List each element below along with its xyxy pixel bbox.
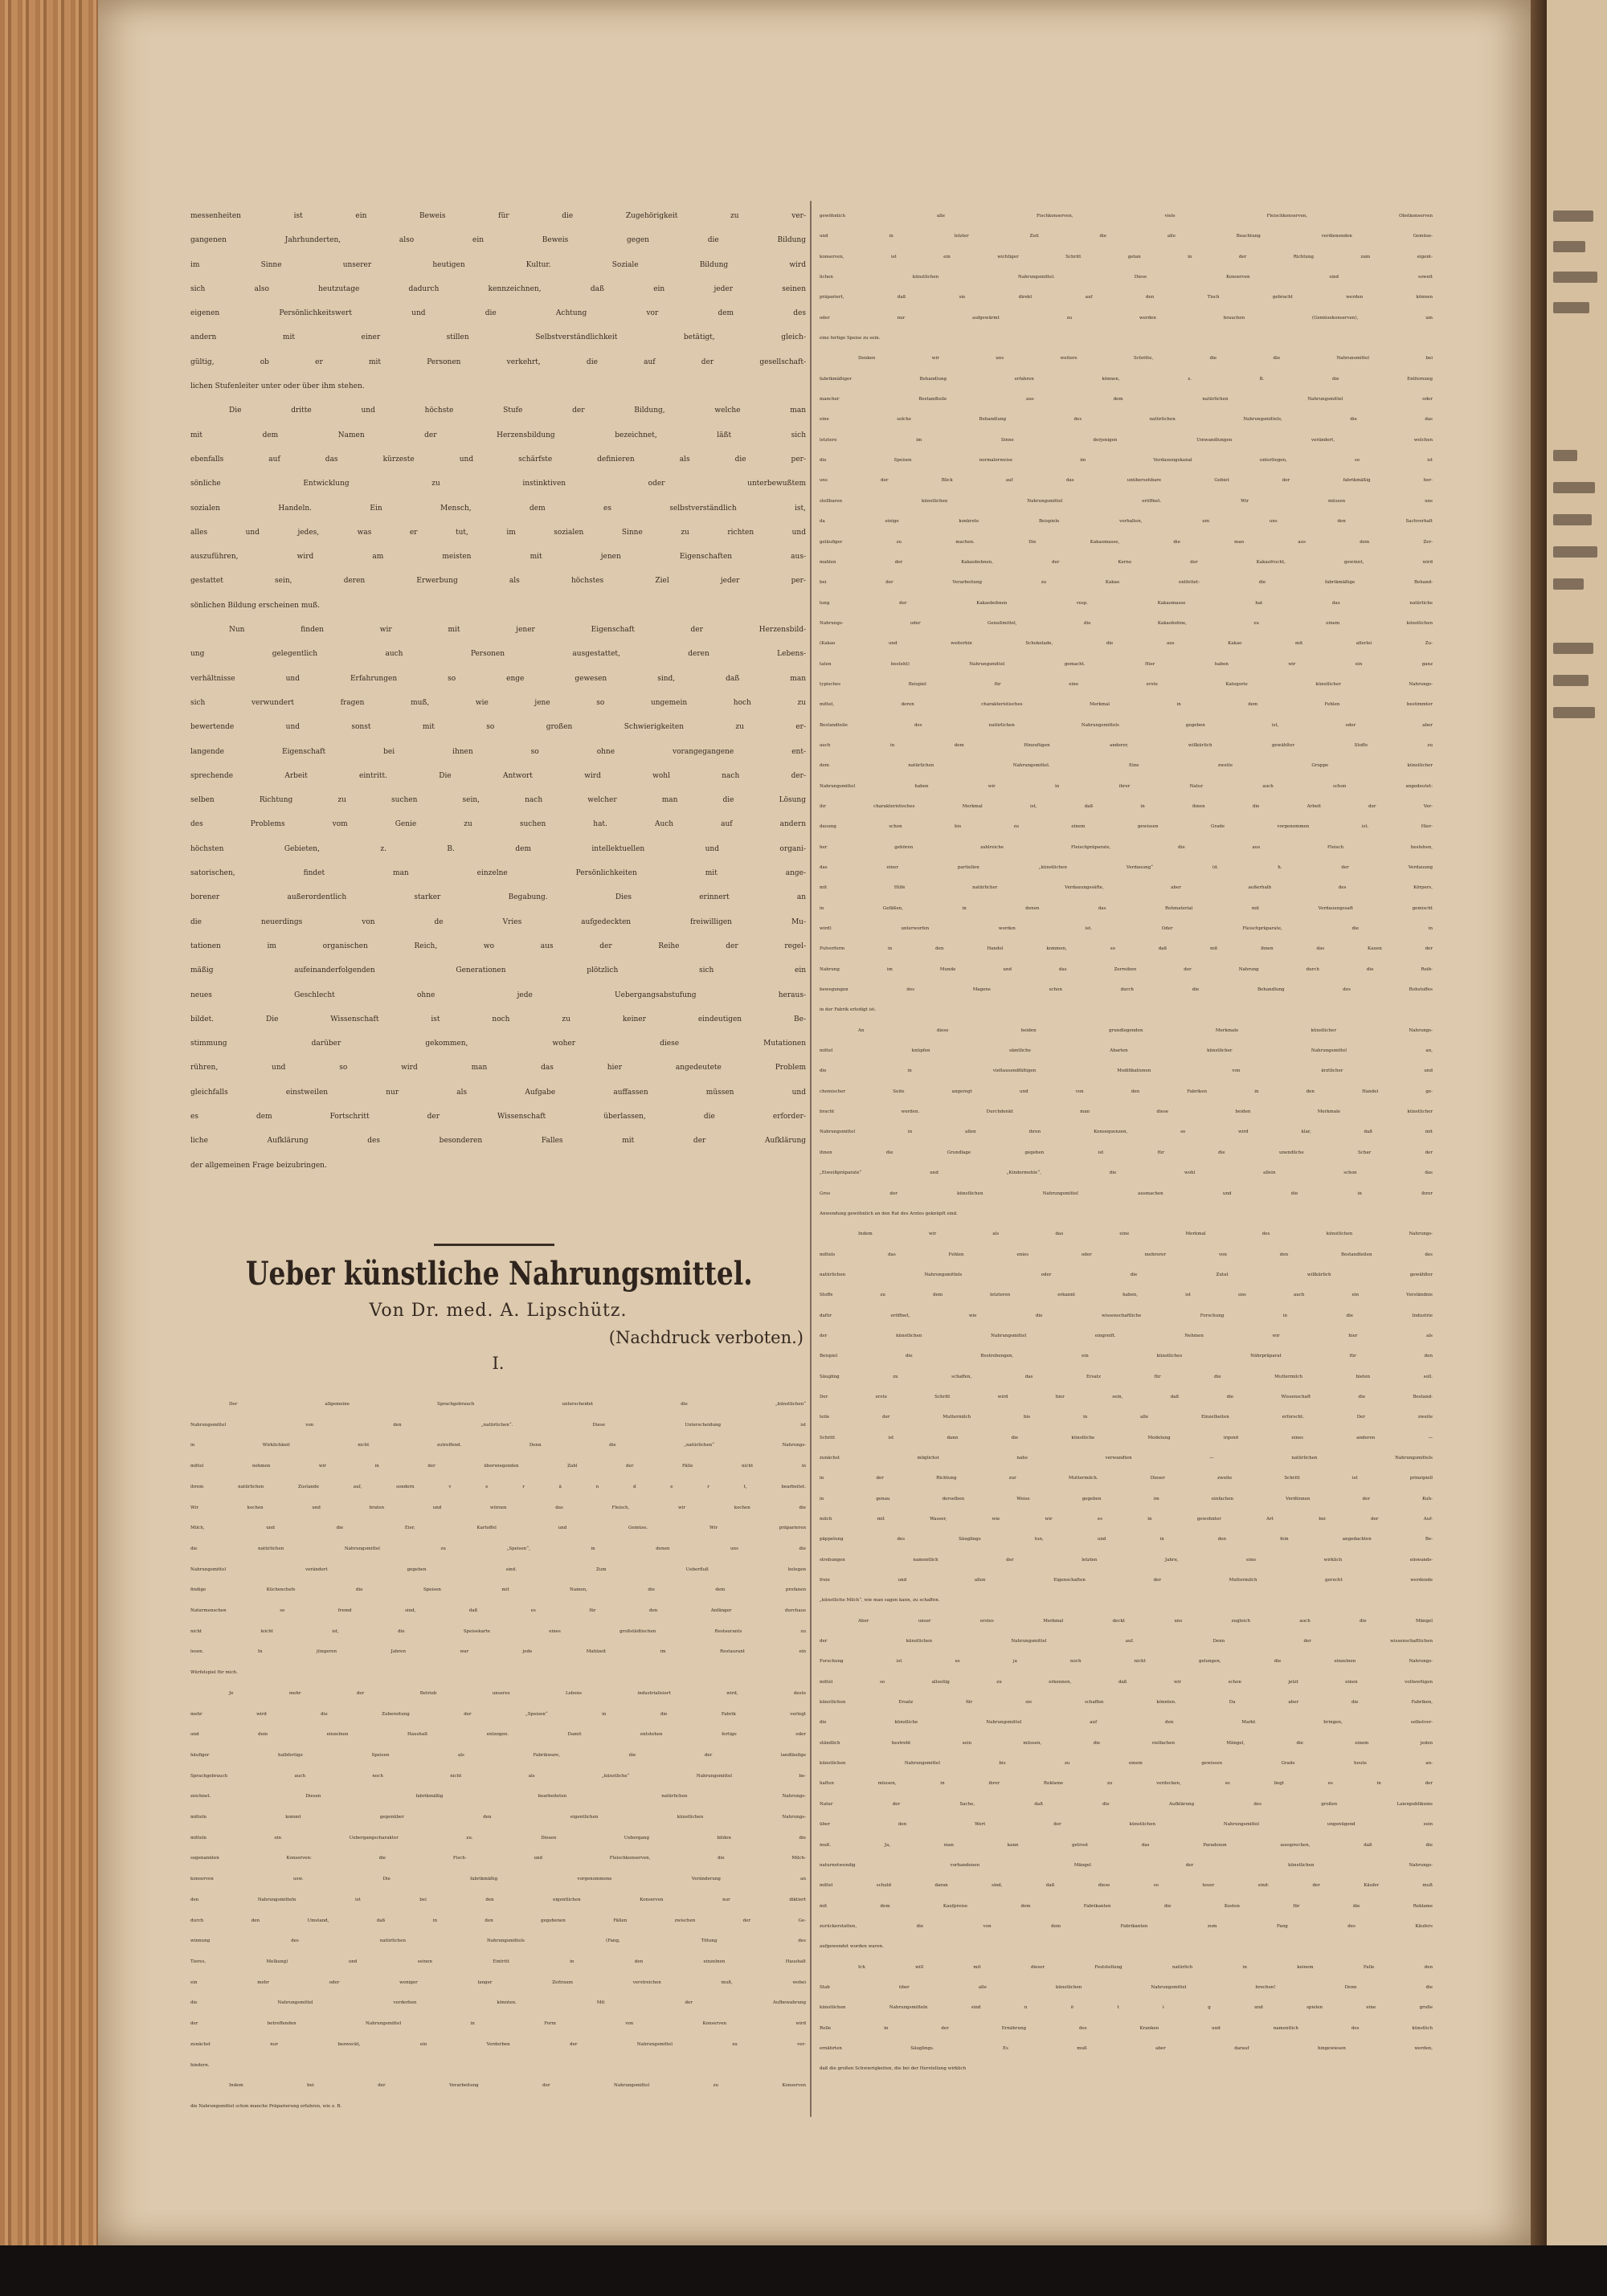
text-line: „künstliche Milch“, wie man sagen kann, zu schaffen.	[820, 1598, 940, 1604]
text-line: die neuerdings von de Vries aufgedeckten freiwilligen Mu-	[190, 917, 806, 926]
text-line: die Speisen normalerweise im Verdauungskanal unterliegen, so ist	[820, 458, 1433, 464]
column-divider	[810, 201, 812, 2117]
text-line: in der Richtung zur Muttermilch. Dieser zweite Schritt ist prinzipiell	[820, 1476, 1433, 1481]
text-line: Nahrung im Munde und das Zerreiben der Nahrung durch die Reib-	[820, 966, 1433, 972]
text-line: Forschung ist es ja noch nicht gelungen, die einzelnen Nahrungs-	[820, 1659, 1433, 1665]
text-line: Nun finden wir mit jener Eigenschaft der Herzensbild-	[229, 626, 806, 635]
text-line: her gehören zahlreiche Fleischpräparate, die aus Fleisch bestehen,	[820, 844, 1433, 850]
next-page-text-fragment	[1553, 482, 1595, 493]
next-page-text-fragment	[1553, 450, 1577, 461]
text-line: rühren, und so wird man das hier angedeutete Problem	[190, 1064, 806, 1072]
text-line: Säugling zu schaffen, das Ersatz für die Muttermilch bieten soll.	[820, 1374, 1433, 1379]
paragraph	[820, 1021, 1433, 1224]
text-line: nicht leicht ist, die Speisekarte eines großstädtischen Restaurants zu	[190, 1628, 806, 1634]
next-page-text-fragment	[1553, 707, 1595, 718]
text-line: Schritt ist dann die künstliche Modelung irgend eines anderen —	[820, 1435, 1433, 1440]
paragraph	[190, 2076, 806, 2117]
text-line: mit dem Namen der Herzensbildung bezeichnet, läßt sich	[190, 431, 806, 439]
text-line: dauung schon bis zu einem gewissen Grade vorgenommen ist. Hier-	[820, 824, 1433, 830]
paragraph	[820, 1224, 1433, 1612]
next-page-text-fragment	[1553, 546, 1597, 558]
text-line: Nahrungs- oder Genußmittel, die Kakaobohne, zu einem künstlichen	[820, 620, 1433, 626]
text-line: Sprachgebrauch auch noch nicht als „künstliche“ Nahrungsmittel be-	[190, 1773, 806, 1779]
text-line: findige Küchenchefs die Speisen mit Namen, die dem profanen	[190, 1587, 806, 1593]
text-line: in genau derselben Weise gegeben im einfachen Verdünnen der Kuh-	[820, 1496, 1433, 1501]
text-line: höchsten Gebieten, z. B. dem intellektuellen und organi-	[190, 844, 806, 853]
text-line: hindern.	[190, 2062, 210, 2068]
text-line: (Kakao und weiterhin Schokolade, die aus Kakao mit allerlei Zu-	[820, 641, 1433, 647]
text-line: Nahrungsmittel in allen ihren Konsequenzen, so wird klar, daß mit	[820, 1130, 1433, 1135]
next-page-edge	[1547, 0, 1607, 2245]
text-line: in Wirklichkeit nicht zutreffend. Denn die „natürlichen“ Nahrungs-	[190, 1443, 806, 1448]
text-line: zunächst möglichst nahe verwandten — natürlichen Nahrungsmittels	[820, 1455, 1433, 1461]
text-line: es dem Fortschritt der Wissenschaft überlassen, die erforder-	[190, 1112, 806, 1121]
paragraph	[190, 1395, 806, 1684]
paragraph	[820, 1958, 1433, 2080]
text-line: Indem bei der Verarbeitung der Nahrungsmittel zu Konserven	[229, 2083, 806, 2089]
text-line: fabrikmäßiger Behandlung erfahren können, z. B. die Entfernung	[820, 376, 1433, 382]
next-page-text-fragment	[1553, 578, 1584, 590]
text-line: mitteln ein Uebergangscharakter zu. Diesen Uebergang bilden die	[190, 1835, 806, 1840]
text-line: langende Eigenschaft bei ihnen so ohne vorangegangene ent-	[190, 747, 806, 756]
text-line: bildet. Die Wissenschaft ist noch zu keiner eindeutigen Be-	[190, 1015, 806, 1023]
text-line: zunächst nur bezweckt, ein Verderben der Nahrungsmittel zu ver-	[190, 2041, 806, 2047]
text-line: ernährten Säuglings. Es muß aber darauf hingewiesen werden,	[820, 2045, 1433, 2051]
reprint-notice: (Nachdruck verboten.)	[608, 1328, 804, 1347]
text-line: Nahrungsmittel haben wir in ihrer Natur auch schon angedeutet:	[820, 783, 1433, 789]
section-number: I.	[492, 1354, 505, 1373]
text-line: häufiger halbfertige Speisen als Fabrikware, die der landläufige	[190, 1752, 806, 1758]
text-line: Aber unser erstes Merkmal deckt uns zugleich auch die Mängel	[858, 1618, 1433, 1624]
text-line: Denken wir uns weitere Schritte, die die Nahrunsmittel bei	[858, 356, 1433, 362]
text-line: geläufiger zu machen. Die Kakaomasse, die man aus dem Zer-	[820, 539, 1433, 545]
text-line: strebungen namentlich der letzten Jahre, eine wirklich einwands-	[820, 1557, 1433, 1563]
article-left-column	[190, 1395, 806, 2118]
text-line: oder nur aufgewärmt zu werden brauchen (Gemüsekonserven), um	[820, 315, 1433, 321]
text-line: Stab über alle künstlichen Nahrungsmittel brechen! Denn die	[820, 1984, 1433, 1990]
text-line: sogenannten Konserven: die Fisch- und Fleischkonserven, die Milch-	[190, 1856, 806, 1861]
text-line: mitteln kommt gegenüber den eigentlichen künstlichen Nahrungs-	[190, 1815, 806, 1820]
text-line: die künstliche Nahrungsmittel auf den Markt bringen, selbstver-	[820, 1720, 1433, 1726]
text-line: zurückerstatten, die von dem Fabrikanten zum Fang des Käufers	[820, 1923, 1433, 1929]
text-line: der allgemeinen Frage beizubringen.	[190, 1161, 327, 1170]
text-line: chemischer Seite angeregt und von den Fabriken in den Handel ge-	[820, 1089, 1433, 1094]
text-line: die Nahrungsmittel schon manche Präparierung erfahren, wie z. B.	[190, 2103, 342, 2109]
text-line: aufgewendet worden waren.	[820, 1944, 884, 1950]
text-line: auch in dem Hinzufügen anderer, willkürlich gewählter Stoffe zu	[820, 742, 1433, 748]
text-line: bracht werden. Durchdenkt man diese beiden Merkmale künstlicher	[820, 1109, 1433, 1115]
text-line: gleichfalls einstweilen nur als Aufgabe auffassen müssen und	[190, 1088, 806, 1097]
text-line: neues Geschlecht ohne jede Uebergangsabstufung heraus-	[190, 991, 806, 999]
text-line: Würfelspiel für mich.	[190, 1670, 238, 1676]
text-line: daß die großen Schwierigkeiten, die bei der Herstellung wirklich	[820, 2066, 967, 2072]
text-line: künstlichen Ersatz für sie schaffen könnten. Da aber die Fabriken,	[820, 1700, 1433, 1706]
article-title: Ueber künstliche Nahrungsmittel.	[245, 1255, 753, 1293]
text-line: Naturmenschen so fremd sind, daß es für den Anfänger durchaus	[190, 1608, 806, 1614]
text-line: mäßig aufeinanderfolgenden Generationen plötzlich sich ein	[190, 966, 806, 975]
paragraph	[190, 618, 806, 1178]
text-line: bei der Verarbeitung zu Kakao entfettet: die fabrikmäßige Behand-	[820, 580, 1433, 586]
text-line: dafür eröffnet, wie die wissenschaftliche Forschung in die Industrie	[820, 1313, 1433, 1318]
text-line: Stoffe zu dem letzteren erkannt haben, ist uns auch ein Verständnis	[820, 1293, 1433, 1298]
text-line: eine fertige Speise zu sein.	[820, 336, 881, 341]
text-line: teile der Muttermilch bis in alle Einzelheiten erforscht. Der zweite	[820, 1415, 1433, 1420]
text-line: natürlichen Nahrungsmittels oder die Zutat willkürlich gewählter	[820, 1272, 1433, 1277]
text-line: das einer partiellen „künstlichen Verdauung“ (d. h. der Verdauung	[820, 865, 1433, 870]
text-line: Nahrungsmittel von den „natürlichen“. Diese Unterscheidung ist	[190, 1422, 806, 1428]
text-line: in der Fabrik erledigt ist.	[820, 1007, 877, 1013]
text-line: präpariert, daß sie direkt auf den Tisch gebracht werden können	[820, 295, 1433, 300]
next-page-text-fragment	[1553, 272, 1597, 283]
text-line: mehr wird die Zubereitung der „Speisen“ in die Fabrik verlegt	[190, 1711, 806, 1717]
text-line: satorischen, findet man einzelne Persönlichkeiten mit ange-	[190, 869, 806, 878]
text-line: wird) unterworfen worden ist. Oder Fleischpräparate, die in	[820, 926, 1433, 932]
text-line: auszuführen, wird am meisten mit jenen Eigenschaften aus-	[190, 553, 806, 562]
text-line: gangenen Jahrhunderten, also ein Beweis gegen die Bildung	[190, 236, 806, 245]
next-page-text-fragment	[1553, 210, 1593, 222]
text-line: mit Hilfe natürlicher Verdauungssäfte, aber außerhalb des Körpers,	[820, 885, 1433, 891]
text-line: mit dem Kaufpreise dem Fabrikanten die Kosten für die Reklame	[820, 1903, 1433, 1909]
next-page-text-fragment	[1553, 675, 1589, 686]
text-line: An diese beiden grundlegenden Merkmale künstlicher Nahrungs-	[858, 1027, 1433, 1033]
text-line: freie und allen Eigenschaften der Muttermilch gerecht werdende	[820, 1578, 1433, 1583]
text-line: den Nahrungsmitteln ist bei den eigentlichen Konserven nur diktiert	[190, 1897, 806, 1902]
text-line: mittel nehmen wir in der überwiegenden Zahl der Fälle nicht in	[190, 1464, 806, 1469]
text-line: Wir kochen und braten und würzen das Fleisch, wir kochen die	[190, 1505, 806, 1510]
text-line: mahlen der Kakaobohnen, der Kerne der Kakaofrucht, gewinnt, wird	[820, 559, 1433, 565]
text-line: im Sinne unserer heutigen Kultur. Soziale Bildung wird	[190, 260, 806, 269]
text-line: eigenen Persönlichkeitswert und die Achtung vor dem des	[190, 309, 806, 318]
text-line: Bestandteile des natürlichen Nahrungsmittels gegeben ist, oder aber	[820, 722, 1433, 728]
text-line: da einige konkrete Beispiele vorhalten, um uns den Sachverhalt	[820, 519, 1433, 525]
paragraph	[190, 1684, 806, 2076]
text-line: Natur der Sache, daß die Aufklärung des großen Laienpublikums	[820, 1801, 1433, 1807]
text-line: bewertende und sonst mit so großen Schwierigkeiten zu er-	[190, 723, 806, 732]
text-line: Beispiel die Bestrebungen, ein künstliches Nährpräparat für den	[820, 1354, 1433, 1359]
text-line: durch den Umstand, daß in den gegebenen Fällen zwischen der Ge-	[190, 1918, 806, 1923]
text-line: Nahrungsmittel verändert gegeben sind. Zum Ueberfluß belegen	[190, 1567, 806, 1572]
text-line: zeichnet. Diesen fabrikmäßig bearbeiteten natürlichen Nahrungs-	[190, 1794, 806, 1800]
text-line: selben Richtung zu suchen sein, nach welcher man die Lösung	[190, 796, 806, 805]
text-line: lichen Stufenleiter unter oder über ihm stehen.	[190, 382, 365, 391]
text-line: dem natürlichen Nahrungsmittel. Eine zweite Gruppe künstlicher	[820, 763, 1433, 769]
text-line: Tieres, Melkung) und seinen Eintritt in den einzelnen Haushalt	[190, 1959, 806, 1964]
text-line: die natürlichen Nahrungsmittel zu „Speisen“, in denen uns die	[190, 1546, 806, 1551]
text-line: borener außerordentlich starker Begabung. Dies erinnert an	[190, 893, 806, 902]
next-page-text-fragment	[1553, 241, 1585, 252]
text-line: des Problems vom Genie zu suchen hat. Auch auf andern	[190, 820, 806, 829]
next-page-text-fragment	[1553, 302, 1589, 313]
text-line: sozialen Handeln. Ein Mensch, dem es selbstverständlich ist,	[190, 504, 806, 513]
text-line: ihnen die Grundlage gegeben ist für die unendliche Schar der	[820, 1150, 1433, 1155]
paragraph	[190, 204, 806, 398]
book-gutter	[1531, 0, 1548, 2245]
text-line: typisches Beispiel für eine erste Kategorie künstlicher Nahrungs-	[820, 681, 1433, 687]
text-line: Ich will mit dieser Feststellung natürlich in keinem Falle den	[858, 1964, 1433, 1970]
text-line: sönlichen Bildung erscheinen muß.	[190, 601, 321, 610]
text-line: die Nahrungsmittel verderben könnten. Mit der Aufbewahrung	[190, 2000, 806, 2006]
text-line: stellbaren künstlichen Nahrungsmittel eröffnet. Wir müssen uns	[820, 498, 1433, 504]
text-line: messenheiten ist ein Beweis für die Zugehörigkeit zu ver-	[190, 212, 806, 220]
text-line: und in letzter Zeit die alle Beachtung verdienenden Gemüse-	[820, 234, 1433, 239]
text-line: lesen. In jüngeren Jahren war jede Mahlzeit im Restaurant ein	[190, 1649, 806, 1655]
text-line: Milch, und die Eier, Kartoffel und Gemüse. Wir präparieren	[190, 1526, 806, 1531]
text-line: haften müssen, in ihrer Reklame zu verdecken, so liegt es in der	[820, 1781, 1433, 1787]
text-line: in Gefäßen, in denen das Rohmaterial mit Verdauungssaft gemischt	[820, 905, 1433, 911]
text-line: sich verwundert fragen muß, wie jene so ungemein hoch zu	[190, 698, 806, 707]
text-line: der künstlichen Nahrungsmittel eingreift. Nehmen wir hier als	[820, 1333, 1433, 1338]
text-line: gestattet sein, deren Erwerbung als höchstes Ziel jeder per-	[190, 577, 806, 586]
text-line: sönliche Entwicklung zu instinktiven oder unterbewußtem	[190, 480, 806, 488]
text-line: alles und jedes, was er tut, im sozialen Sinne zu richten und	[190, 528, 806, 537]
text-line: Anwendung gewöhnlich an den Rat des Arztes geknüpft sind.	[820, 1211, 958, 1216]
text-line: lung der Kakaobohnen resp. Kakaomasse hat das natürliche	[820, 600, 1433, 606]
text-line: mittel, deren charakteristisches Merkmal in dem Fehlen bestimmter	[820, 702, 1433, 708]
article-separator	[434, 1244, 554, 1246]
text-line: konserven, ist ein wichtiger Schritt getan in der Richtung zum eigent-	[820, 254, 1433, 259]
text-line: ebenfalls auf das kürzeste und schärfste definieren als die per-	[190, 455, 806, 464]
text-line: gewöhnlich alle Fischkonserven, viele Fleischkonserven, Obstkonserven	[820, 214, 1433, 219]
article-byline: Von Dr. med. A. Lipschütz.	[369, 1301, 628, 1321]
text-line: ein mehr oder weniger langer Zeitraum verstreichen muß, wobei	[190, 1979, 806, 1985]
text-line: liche Aufklärung des besonderen Falles mit der Aufklärung	[190, 1137, 806, 1146]
text-line: sprechende Arbeit eintritt. Die Antwort wird wohl nach der-	[190, 771, 806, 780]
text-line: Der erste Schritt wird hier sein, daß die Wissenschaft die Bestand-	[820, 1394, 1433, 1399]
text-line: über den Wert der künstlichen Nahrungsmittel ungenügend sein	[820, 1822, 1433, 1828]
paragraph	[820, 206, 1433, 349]
text-line: sich also heutzutage dadurch kennzeichnen, daß ein jeder seinen	[190, 284, 806, 293]
text-line: und dem einzelnen Haushalt entzogen. Damit entstehen fertige oder	[190, 1732, 806, 1738]
text-line: Je mehr der Betrieb unseres Lebens industrialisiert wird, desto	[229, 1690, 806, 1696]
background-surface	[0, 2245, 1607, 2296]
text-line: „Eiweißpräparate“ und „Kindermehle“, die wohl allein schon das	[820, 1170, 1433, 1176]
text-line: letztere im Sinne derjenigen Umwandlungen verändert, welchen	[820, 437, 1433, 443]
next-page-text-fragment	[1553, 643, 1593, 654]
text-line: verhältnisse und Erfahrungen so enge gewesen sind, daß man	[190, 674, 806, 683]
article-right-column	[820, 206, 1433, 2080]
text-line: naturnotwendig vorhandenen Mängel der künstlichen Nahrungs-	[820, 1862, 1433, 1868]
text-line: die in vieltausendfältigen Modifikationen von ärztlicher und	[820, 1068, 1433, 1074]
text-line: päppelung des Säuglings tun, und in den fein angedachten Be-	[820, 1537, 1433, 1542]
text-line: Pulverform in den Handel kommen, so daß mit ihnen das Kauen der	[820, 946, 1433, 952]
text-line: konserven usw. Die fabrikmäßig vorgenommene Veränderung an	[190, 1877, 806, 1882]
text-line: künstlichen Nahrungsmitteln sind n ö t i g und spielen eine große	[820, 2005, 1433, 2011]
text-line: mancher Bestandteile aus dem natürlichen Nahrungsmittel oder	[820, 397, 1433, 402]
next-page-text-fragment	[1553, 514, 1592, 525]
text-line: eine solche Behandlung des natürlichen Nahrungsmittels, die das	[820, 417, 1433, 423]
text-line: milch mit Wasser, wie wir es in gewohnter Art bei der Auf-	[820, 1517, 1433, 1522]
paragraph	[820, 349, 1433, 1020]
text-line: Die dritte und höchste Stufe der Bildung, welche man	[229, 406, 806, 415]
text-line: Gros der künstlichen Nahrungsmittel ausmachen und die in ihrer	[820, 1191, 1433, 1196]
text-line: gültig, ob er mit Personen verkehrt, die auf der gesellschaft-	[190, 357, 806, 366]
text-line: ihr charakteristisches Merkmal ist, daß in ihnen die Arbeit der Ver-	[820, 803, 1433, 809]
text-line: andern mit einer stillen Selbstverständlichkeit betätigt, gleich-	[190, 333, 806, 342]
text-line: ständlich bestrebt sein müssen, die vielfachen Mängel, die einem jeden	[820, 1740, 1433, 1746]
text-line: muß. Ja, man kann getrost das Paradoxon aussprechen, daß die	[820, 1842, 1433, 1848]
text-line: tationen im organischen Reich, wo aus der Reihe der regel-	[190, 942, 806, 950]
text-line: winnung des natürlichen Nahrungsmittels (Fang, Tötung des	[190, 1939, 806, 1944]
text-line: Rolle in der Ernährung des Kranken und namentlich des künstlich	[820, 2025, 1433, 2031]
paragraph	[820, 1612, 1433, 1958]
text-line: mittels das Fehlen enies oder mehrerer von den Bestandteilen des	[820, 1252, 1433, 1257]
text-line: der künstlichen Nahrungsmittel auf. Denn der wissenschaftlichen	[820, 1639, 1433, 1644]
paragraph	[190, 398, 806, 618]
text-line: Indem wir als das eine Merkmal des künstlichen Nahrungs-	[858, 1232, 1433, 1237]
previous-article-text	[190, 204, 806, 1178]
text-line: uns der Blick auf das unübersehbare Gebiet der fabrikmäßig her-	[820, 478, 1433, 484]
text-line: stimmung darüber gekommen, woher diese Mutationen	[190, 1040, 806, 1048]
text-line: lichen künstlichen Nahrungsmittel. Diese Konserven sind soweit	[820, 275, 1433, 280]
text-line: bewegungen des Magens schon durch die Behandlung des Rohstoffes	[820, 987, 1433, 993]
text-line: ung gelegentlich auch Personen ausgestattet, deren Lebens-	[190, 650, 806, 659]
text-line: taten besteht) Nahrungsmittel gemacht. Hier haben wir ein ganz	[820, 661, 1433, 667]
text-line: ihrem natürlichen Zustande auf, sondern v e r ä n d e r t, bearbeitet.	[190, 1484, 806, 1489]
text-line: mittel so allseitig zu erkennen, daß wir schon jetzt einen vollwertigen	[820, 1679, 1433, 1685]
text-line: mittel knüpfen sämtliche Abarten künstlicher Nahrungsmittel an,	[820, 1048, 1433, 1054]
text-line: der betreffenden Nahrungsmittel in Form von Konserven wird	[190, 2021, 806, 2027]
text-line: künstlichen Nahrungsmittel bis zu einem gewissen Grade heute an-	[820, 1761, 1433, 1767]
text-line: mittel schuld daran sind, daß diese so teuer sind: der Käufer muß	[820, 1883, 1433, 1889]
page-stack-edge	[0, 0, 103, 2249]
text-line: Der allgemeine Sprachgebrauch unterscheidet die „künstlichen“	[229, 1402, 806, 1407]
